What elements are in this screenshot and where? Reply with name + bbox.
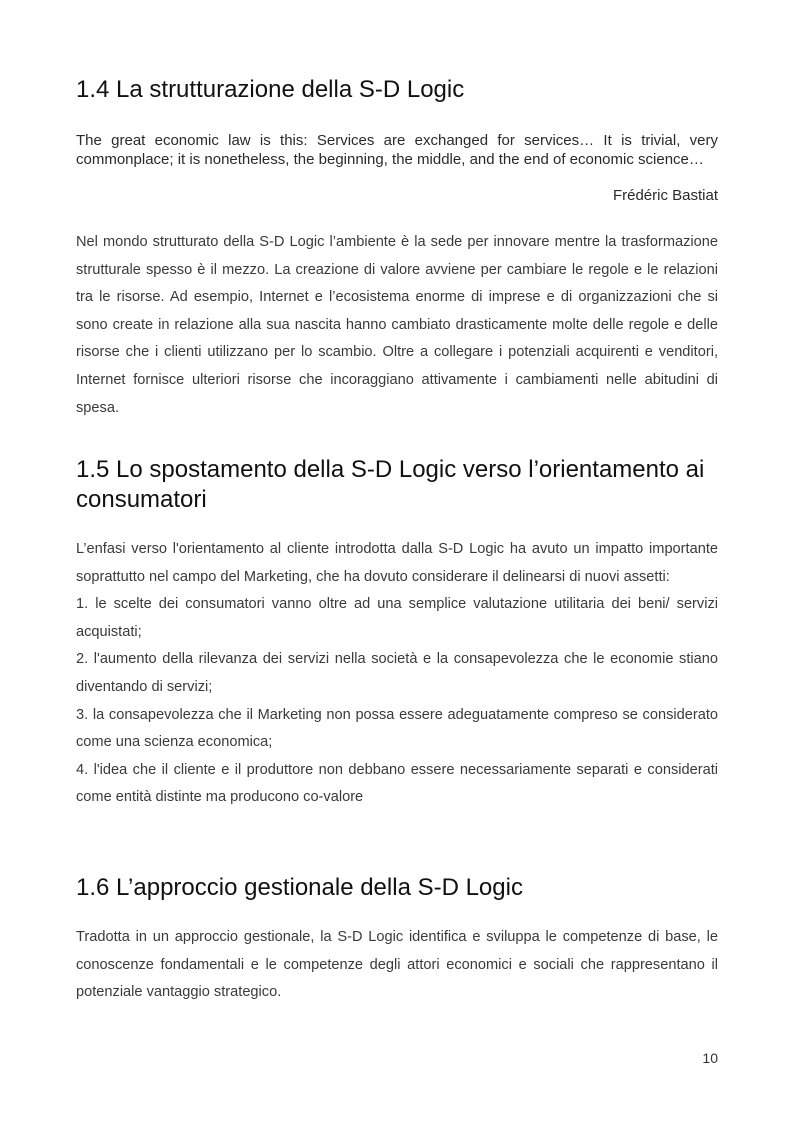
- page-number: 10: [702, 1050, 718, 1066]
- section-1-4-paragraph: Nel mondo strutturato della S-D Logic l’ambiente è la sede per innovare mentre la trasformazione strutturale spesso è il mezzo. La creazione di valore avviene per cambiare le regole e le relazioni tra le risorse. Ad esempio, Internet e l’ecosistema enorme di imprese e di organizzazioni che si sono create in relazione alla sua nascita hanno cambiato drasticamente molte delle regole e delle risorse che i clienti utilizzano per lo scambio. Oltre a collegare i potenziali acquirenti e venditori, Internet fornisce ulteriori risorse che incoraggiano attivamente i cambiamenti nelle abitudini di spesa.: [76, 234, 718, 416]
- list-item: 3. la consapevolezza che il Marketing non possa essere adeguatamente compreso se considerato come una scienza economica;: [76, 706, 718, 751]
- section-1-5-intro: L’enfasi verso l'orientamento al cliente introdotta dalla S-D Logic ha avuto un impatto importante soprattutto nel campo del Marketing, che ha dovuto considerare il delinearsi di nuovi assetti:: [76, 541, 718, 585]
- section-1-6-paragraph: Tradotta in un approccio gestionale, la S-D Logic identifica e sviluppa le competenze di base, le conoscenze fondamentali e le competenze degli attori economici e sociali che rappresentano il potenziale vantaggio strategico.: [76, 929, 718, 1001]
- epigraph-author: Frédéric Bastiat: [612, 187, 718, 204]
- section-heading-1-4: 1.4 La strutturazione della S-D Logic: [76, 76, 465, 103]
- epigraph-quote: The great economic law is this: Services are exchanged for services… It is trivial, very commonplace; it is nonetheless, the beginning, the middle, and the end of economic science…: [76, 132, 718, 168]
- list-item: 1. le scelte dei consumatori vanno oltre ad una semplice valutazione utilitaria dei beni/ servizi acquistati;: [76, 596, 718, 640]
- section-1-5-body: [76, 536, 718, 812]
- list-item: 4. l'idea che il cliente e il produttore non debbano essere necessariamente separati e considerati come entità distinte ma producono co-valore: [76, 761, 718, 806]
- section-heading-1-5: 1.5 Lo spostamento della S-D Logic verso l’orientamento ai consumatori: [76, 456, 705, 513]
- section-heading-1-6: 1.6 L’approccio gestionale della S-D Logic: [76, 874, 523, 901]
- list-item: 2. l'aumento della rilevanza dei servizi nella società e la consapevolezza che le economie stiano diventando di servizi;: [76, 651, 718, 695]
